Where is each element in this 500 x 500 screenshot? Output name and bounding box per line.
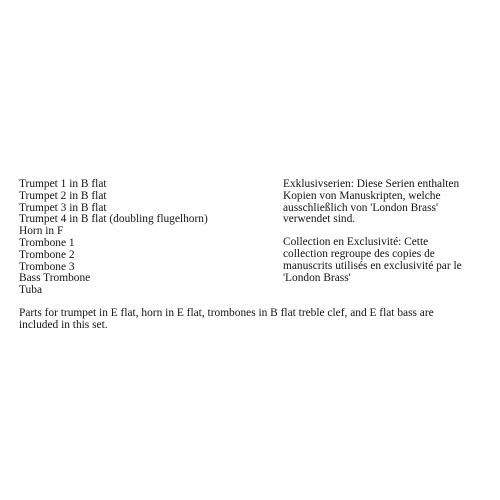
part-item: Trombone 1: [19, 236, 75, 249]
french-note: [283, 237, 495, 284]
parts-list: [19, 179, 208, 297]
note-line: ausschließlich von 'London Brass': [283, 201, 439, 214]
note-line: Exklusivserien: Diese Serien enthalten: [283, 178, 460, 190]
part-item: Horn in F: [19, 225, 64, 238]
note-line: manuscrits utilisés en exclusivité par le: [283, 259, 462, 272]
part-item: Trumpet 1 in B flat: [19, 178, 107, 190]
part-item: Trumpet 3 in B flat: [19, 201, 107, 214]
footnote-line: Parts for trumpet in E flat, horn in E flat, trombones in B flat treble clef, and E flat bass are: [19, 307, 434, 319]
part-item: Trumpet 2 in B flat: [19, 189, 107, 202]
note-line: 'London Brass': [283, 271, 351, 284]
german-note: [283, 179, 495, 226]
part-item: Trumpet 4 in B flat (doubling flugelhorn): [19, 213, 208, 226]
part-item: Bass Trombone: [19, 272, 91, 285]
part-item: Trombone 3: [19, 260, 75, 273]
note-line: Kopien von Manuskripten, welche: [283, 189, 441, 202]
exclusivity-notes: [283, 179, 495, 284]
note-line: Collection en Exclusivité: Cette: [283, 236, 429, 249]
part-item: Trombone 2: [19, 248, 75, 261]
note-line: collection regroupe des copies de: [283, 247, 435, 260]
note-line: verwendet sind.: [283, 213, 356, 226]
part-item: Tuba: [19, 284, 43, 297]
footnote-line: included in this set.: [19, 319, 108, 331]
parts-footnote: [19, 307, 489, 331]
